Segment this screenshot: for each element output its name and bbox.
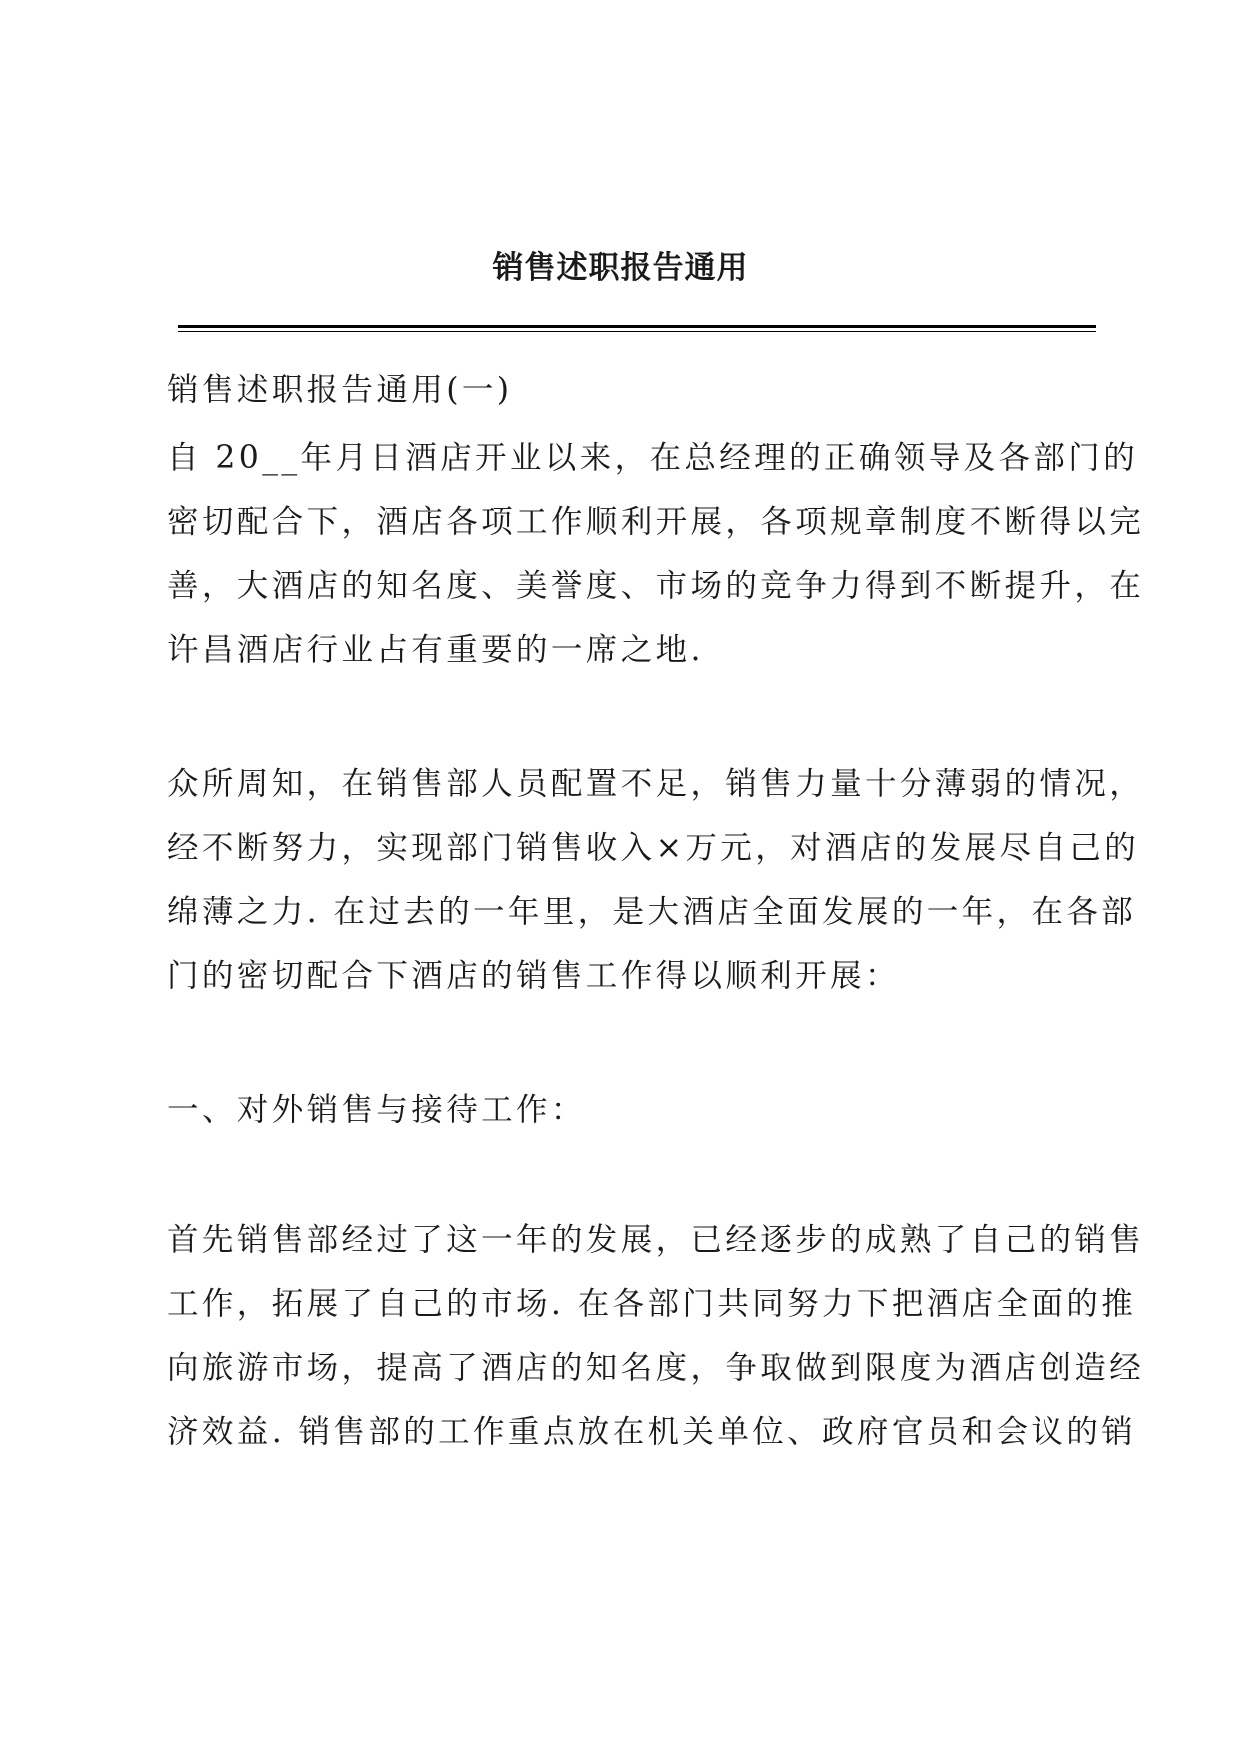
paragraph-1 — [167, 426, 1145, 682]
text-line: 门的密切配合下酒店的销售工作得以顺利开展： — [167, 958, 900, 994]
text-line: 自 20__年月日酒店开业以来，在总经理的正确领导及各部门的 — [167, 440, 1139, 476]
text-line: 经不断努力，实现部门销售收入×万元，对酒店的发展尽自己的 — [167, 830, 1140, 866]
text-line: 绵薄之力. 在过去的一年里，是大酒店全面发展的一年，在各部 — [167, 894, 1137, 930]
paragraph-4 — [167, 1208, 1145, 1464]
paragraph-3 — [167, 1078, 1097, 1142]
text-line: 一、对外销售与接待工作： — [167, 1092, 586, 1128]
text-line: 济效益. 销售部的工作重点放在机关单位、政府官员和会议的销 — [167, 1414, 1137, 1450]
text-line: 密切配合下，酒店各项工作顺利开展，各项规章制度不断得以完 — [167, 504, 1145, 540]
paragraph-2 — [167, 752, 1145, 1008]
title-divider-thin — [178, 331, 1096, 332]
title-divider-thick — [178, 325, 1096, 328]
text-line: 善，大酒店的知名度、美誉度、市场的竞争力得到不断提升，在 — [167, 568, 1145, 604]
text-line: 许昌酒店行业占有重要的一席之地. — [167, 632, 704, 668]
section-heading — [167, 358, 1097, 422]
text-line: 销售述职报告通用(一) — [167, 372, 513, 408]
page-title: 销售述职报告通用 — [492, 250, 749, 286]
text-line: 向旅游市场，提高了酒店的知名度，争取做到限度为酒店创造经 — [167, 1350, 1145, 1386]
text-line: 工作，拓展了自己的市场. 在各部门共同努力下把酒店全面的推 — [167, 1286, 1137, 1322]
text-line: 众所周知，在销售部人员配置不足，销售力量十分薄弱的情况， — [167, 766, 1145, 802]
text-line: 首先销售部经过了这一年的发展，已经逐步的成熟了自己的销售 — [167, 1222, 1145, 1258]
